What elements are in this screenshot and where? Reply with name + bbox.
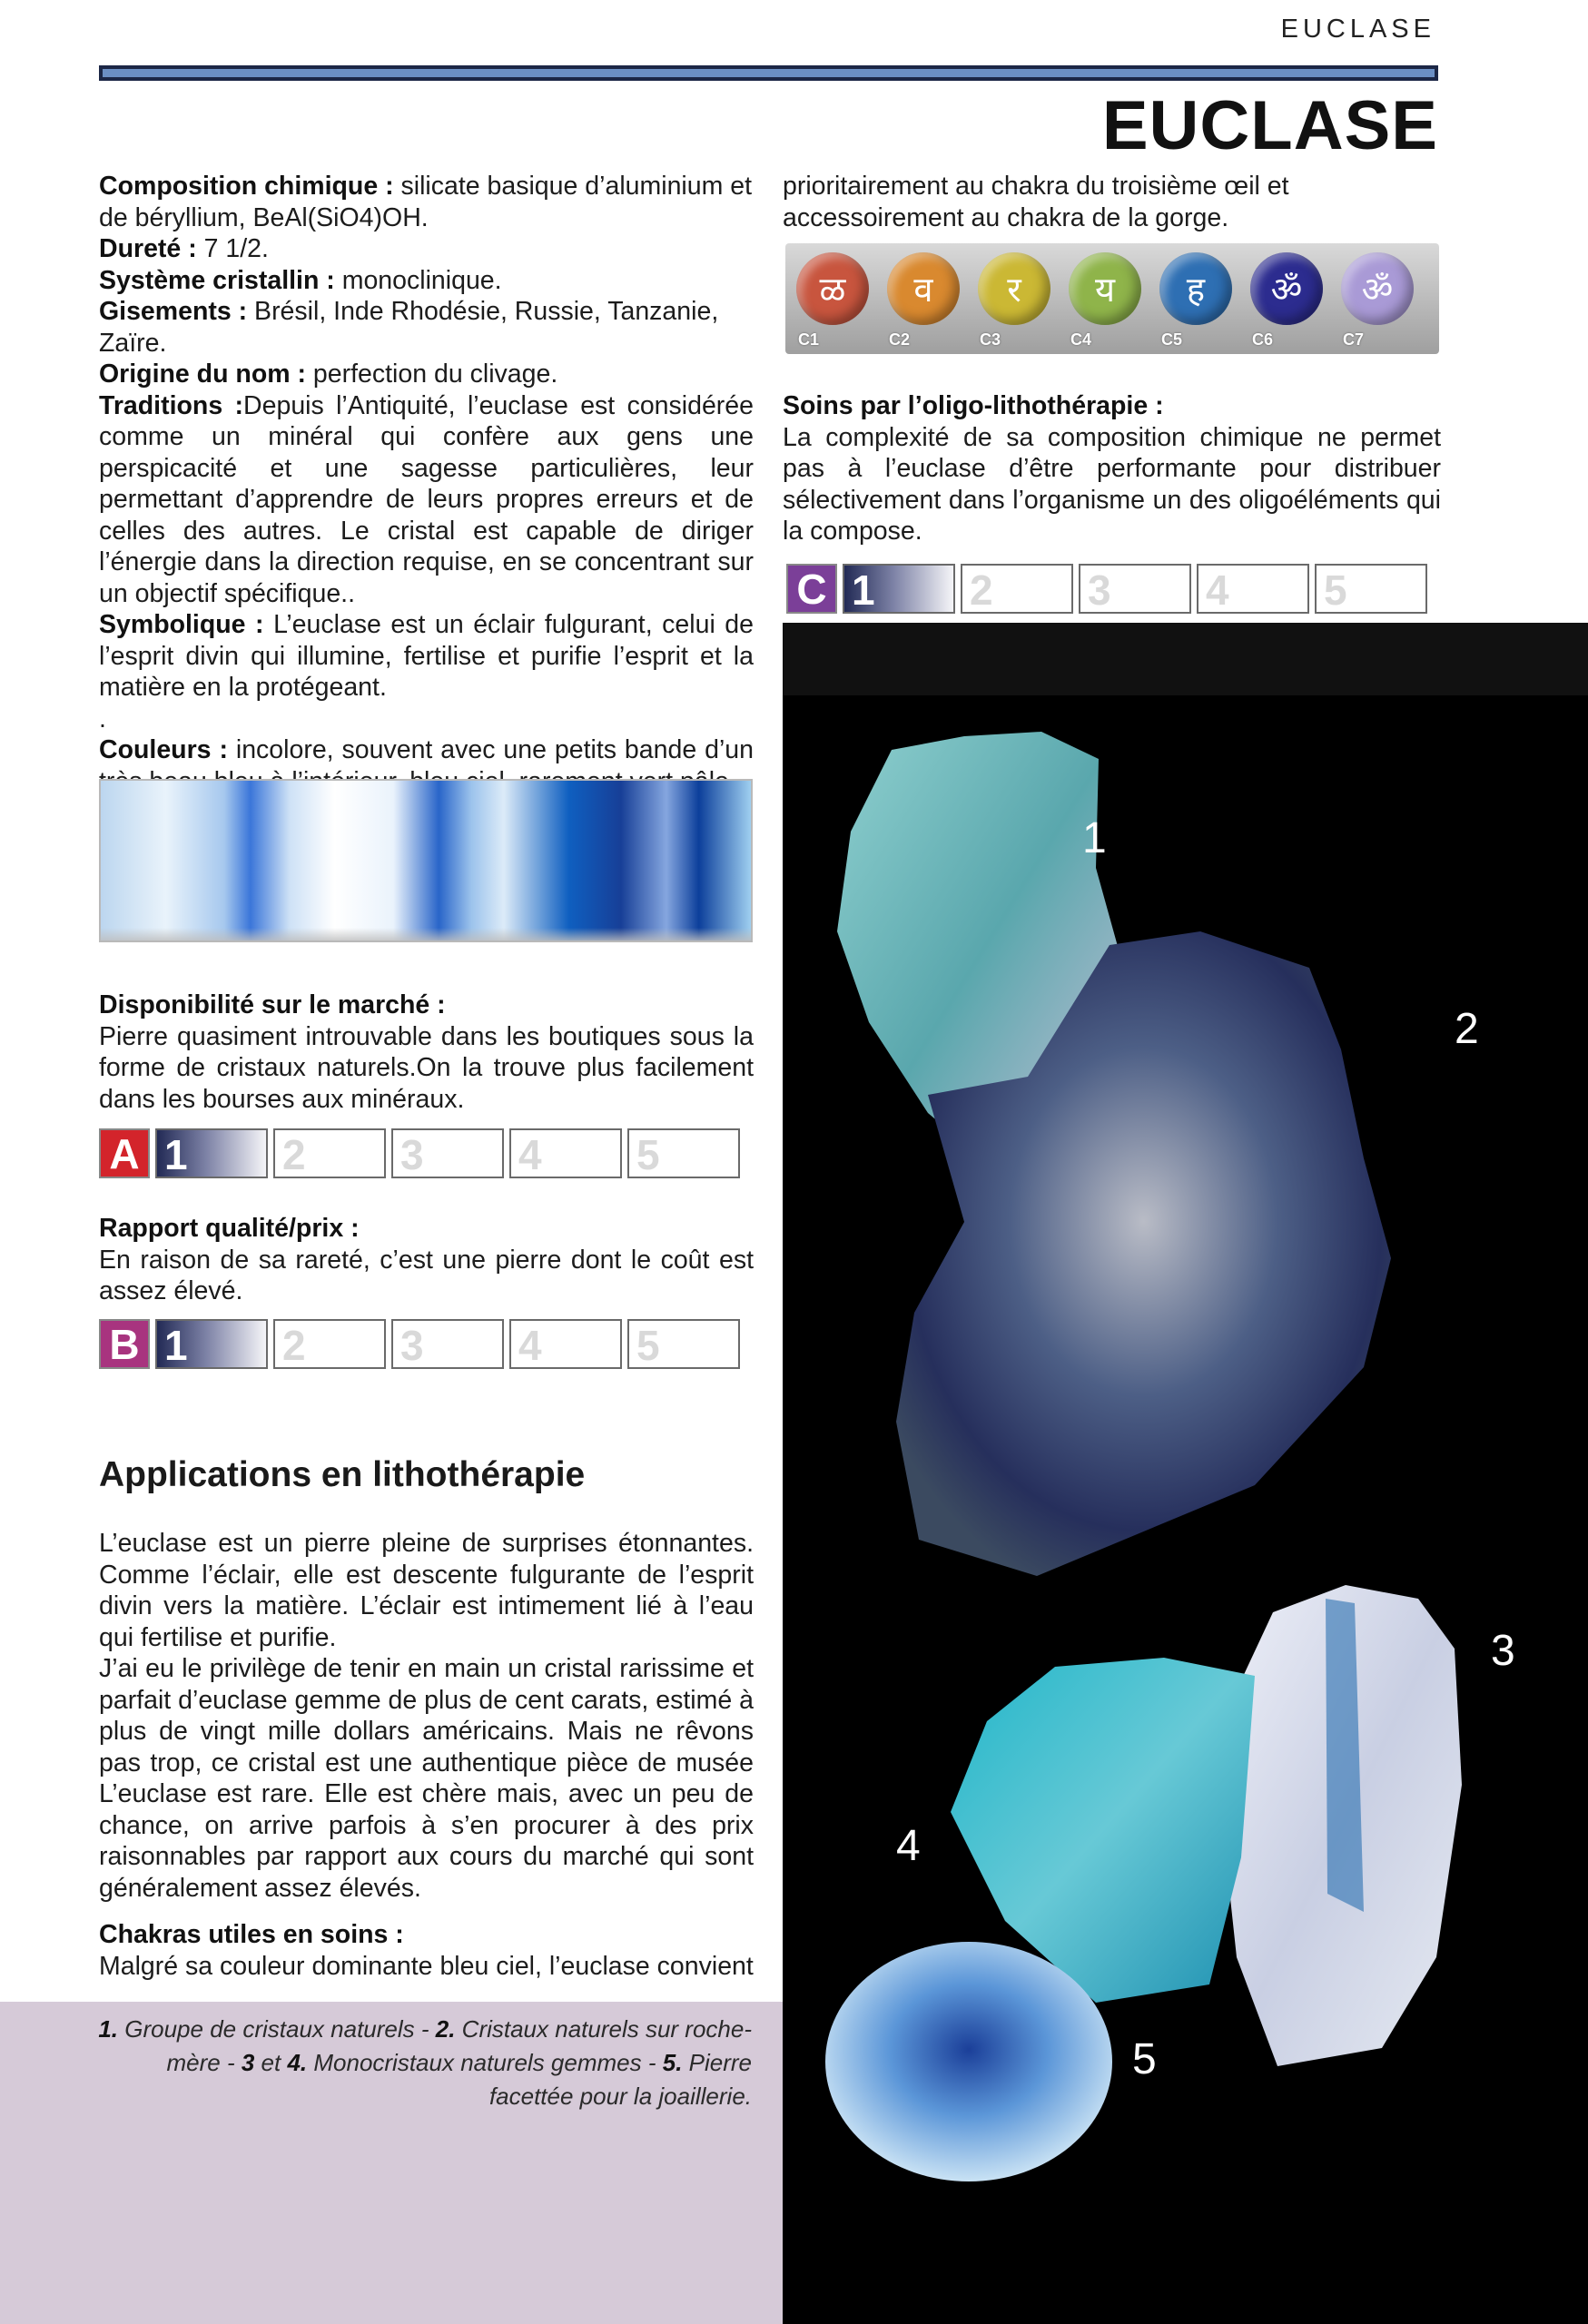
photo-number-5: 5 <box>1132 2035 1157 2083</box>
applications-paragraph-2: J’ai eu le privilège de tenir en main un cristal rarissime et parfait d’euclase gemme de plus de cent carats, estimé à plus de vingt mille dollars américains. Mais ne rêvons pas trop, ce cristal est une authentique pièce de musée L’euclase est rare. Elle est chère mais, avec un peu de chance, on arrive parfois à s’en procurer à des prix raisonnables par rapport aux cours du marché qui sont généralement assez élevés. <box>99 1654 754 1903</box>
durete-label: Dureté : <box>99 234 197 263</box>
scale-step-number: 2 <box>970 566 993 614</box>
systeme-label: Système cristallin : <box>99 265 335 295</box>
availability-scale <box>99 1128 740 1178</box>
scale-step-number: 1 <box>164 1131 188 1178</box>
chakra-symbol-icon: ह <box>1159 252 1232 325</box>
scale-step-number: 4 <box>1206 566 1229 614</box>
chakras-continued <box>783 171 1441 233</box>
scale-step <box>1315 564 1427 614</box>
availability-block <box>99 990 754 1115</box>
caption-t3: et <box>254 2049 288 2076</box>
durete-line <box>99 233 754 265</box>
scale-badge-c: C <box>786 564 837 614</box>
caption-n2: 2. <box>435 2015 456 2043</box>
chakra-symbol-icon: ॐ <box>1341 252 1414 325</box>
euclase-photo <box>783 623 1588 2324</box>
composition-label: Composition chimique : <box>99 172 394 201</box>
scale-step-number: 4 <box>518 1131 542 1178</box>
chakras-text: Malgré sa couleur dominante bleu ciel, l’euclase convient <box>99 1951 754 1981</box>
chakra-label: C3 <box>980 330 1001 349</box>
oligo-scale <box>786 564 1427 614</box>
composition-text: silicate basique d’aluminium et de béryllium, BeAl(SiO4)OH. <box>99 172 753 232</box>
caption-n3: 3 <box>241 2049 255 2076</box>
oligo-text: La complexité de sa composition chimique ne permet pas à l’euclase d’être performante pour distribuer sélectivement dans l’organisme un des oligoéléments qui la compose. <box>783 422 1441 546</box>
symbolique-text: L’euclase est un éclair fulgurant, celui de l’esprit divin qui illumine, fertilise et purifie l’esprit et la matière en la protégeant. <box>99 610 754 702</box>
photo-caption <box>98 2013 752 2113</box>
scale-step-number: 1 <box>164 1322 188 1369</box>
caption-t4: Monocristaux naturels gemmes - <box>307 2049 663 2076</box>
scale-step-number: 5 <box>636 1131 660 1178</box>
scale-step <box>509 1319 622 1369</box>
scale-step-number: 3 <box>400 1322 424 1369</box>
photo-number-3: 3 <box>1491 1627 1515 1675</box>
scale-step <box>627 1128 740 1178</box>
quality-price-block <box>99 1213 754 1307</box>
systeme-line <box>99 265 754 297</box>
scale-badge-a: A <box>99 1128 150 1178</box>
applications-paragraph-1: L’euclase est un pierre pleine de surprises étonnantes. Comme l’éclair, elle est descente fulgurante de l’esprit divin vers la matière. L’éclair est intimement lié à l’eau qui fertilise et purifie. <box>99 1529 754 1652</box>
crystal-illustration <box>783 623 1588 2324</box>
crystal-5 <box>825 1942 1112 2181</box>
caption-n1: 1. <box>98 2015 119 2043</box>
caption-t5: Pierre facettée pour la joaillerie. <box>488 2049 752 2110</box>
chakra-symbol-icon: ॐ <box>1250 252 1323 325</box>
header-rule <box>99 65 1438 81</box>
durete-text: 7 1/2. <box>196 234 269 263</box>
chakra-label: C7 <box>1343 330 1365 349</box>
scale-step <box>1197 564 1309 614</box>
scale-step <box>273 1128 386 1178</box>
scale-step <box>843 564 955 614</box>
scale-step-number: 2 <box>282 1322 306 1369</box>
chakra-symbol-icon: ळ <box>796 252 869 325</box>
quality-price-scale <box>99 1319 740 1369</box>
origine-text: perfection du clivage. <box>306 359 558 389</box>
traditions-label: Traditions : <box>99 390 244 420</box>
chakra-symbols-strip <box>785 243 1439 354</box>
gisements-label: Gisements : <box>99 297 248 326</box>
color-gradient-swatch <box>99 779 753 942</box>
couleurs-label: Couleurs : <box>99 735 228 764</box>
stray-dot: . <box>99 704 106 734</box>
traditions-paragraph <box>99 390 754 610</box>
scale-step-number: 2 <box>282 1131 306 1178</box>
caption-t1: Groupe de cristaux naturels - <box>118 2015 436 2043</box>
caption-n5: 5. <box>662 2049 683 2076</box>
traditions-text: Depuis l’Antiquité, l’euclase est considérée comme un minéral qui confère aux gens une perspicacité et une sagesse particulières, leur permettant d’apprendre de leurs propres erreurs et de celles des autres. Le cristal est capable de diriger l’énergie dans la direction requise, en se concentrant sur un objectif spécifique.. <box>99 390 754 608</box>
availability-text: Pierre quasiment introuvable dans les boutiques sous la forme de cristaux naturels.On la trouve plus facilement dans les bourses aux minéraux. <box>99 1021 754 1114</box>
scale-step <box>391 1319 504 1369</box>
scale-step <box>961 564 1073 614</box>
scale-step-number: 5 <box>1324 566 1347 614</box>
photo-number-1: 1 <box>1082 814 1107 862</box>
origine-label: Origine du nom : <box>99 359 306 389</box>
scale-step-number: 3 <box>400 1131 424 1178</box>
chakras-continued-text: prioritairement au chakra du troisième œil et accessoirement au chakra de la gorge. <box>783 172 1289 232</box>
photo-number-2: 2 <box>1455 1005 1479 1053</box>
chakra-label: C5 <box>1161 330 1183 349</box>
scale-step <box>627 1319 740 1369</box>
chakra-symbol-icon: र <box>978 252 1050 325</box>
gisements-line <box>99 296 754 359</box>
oligo-block <box>783 390 1441 547</box>
scale-step-number: 3 <box>1088 566 1111 614</box>
scale-step <box>391 1128 504 1178</box>
symbolique-label: Symbolique : <box>99 610 264 639</box>
scale-step-number: 5 <box>636 1322 660 1369</box>
chakra-label: C6 <box>1252 330 1274 349</box>
chakra-label: C2 <box>889 330 911 349</box>
chakra-symbol-icon: य <box>1069 252 1141 325</box>
caption-t2: Cristaux naturels sur roche-mère - <box>166 2015 752 2076</box>
chakra-label: C4 <box>1070 330 1092 349</box>
page-title: EUCLASE <box>1101 87 1438 164</box>
photo-number-4: 4 <box>896 1822 921 1870</box>
caption-band <box>0 2002 783 2324</box>
applications-block <box>99 1528 754 1982</box>
chakra-label: C1 <box>798 330 820 349</box>
chakras-heading: Chakras utiles en soins : <box>99 1920 404 1949</box>
couleurs-text: incolore, souvent avec une petits bande d’un <box>235 735 754 764</box>
caption-n4: 4. <box>287 2049 308 2076</box>
availability-heading: Disponibilité sur le marché : <box>99 990 446 1019</box>
oligo-heading: Soins par l’oligo-lithothérapie : <box>783 391 1164 420</box>
systeme-text: monoclinique. <box>334 265 502 295</box>
properties-block <box>99 171 754 797</box>
scale-step <box>509 1128 622 1178</box>
origine-line <box>99 359 754 390</box>
scale-badge-b: B <box>99 1319 150 1369</box>
quality-price-text: En raison de sa rareté, c’est une pierre dont le coût est assez élevé. <box>99 1245 754 1305</box>
scale-step <box>155 1128 268 1178</box>
gisements-text: Brésil, Inde Rhodésie, Russie, Tanzanie, Zaïre. <box>99 297 719 358</box>
scale-step <box>273 1319 386 1369</box>
applications-heading: Applications en lithothérapie <box>99 1455 586 1494</box>
scale-step-number: 4 <box>518 1322 542 1369</box>
symbolique-paragraph <box>99 609 754 704</box>
chakra-symbol-icon: व <box>887 252 960 325</box>
running-head: EUCLASE <box>1280 15 1435 44</box>
composition-line <box>99 171 754 233</box>
scale-step <box>1079 564 1191 614</box>
quality-price-heading: Rapport qualité/prix : <box>99 1214 360 1243</box>
scale-step-number: 1 <box>852 566 875 614</box>
scale-step <box>155 1319 268 1369</box>
